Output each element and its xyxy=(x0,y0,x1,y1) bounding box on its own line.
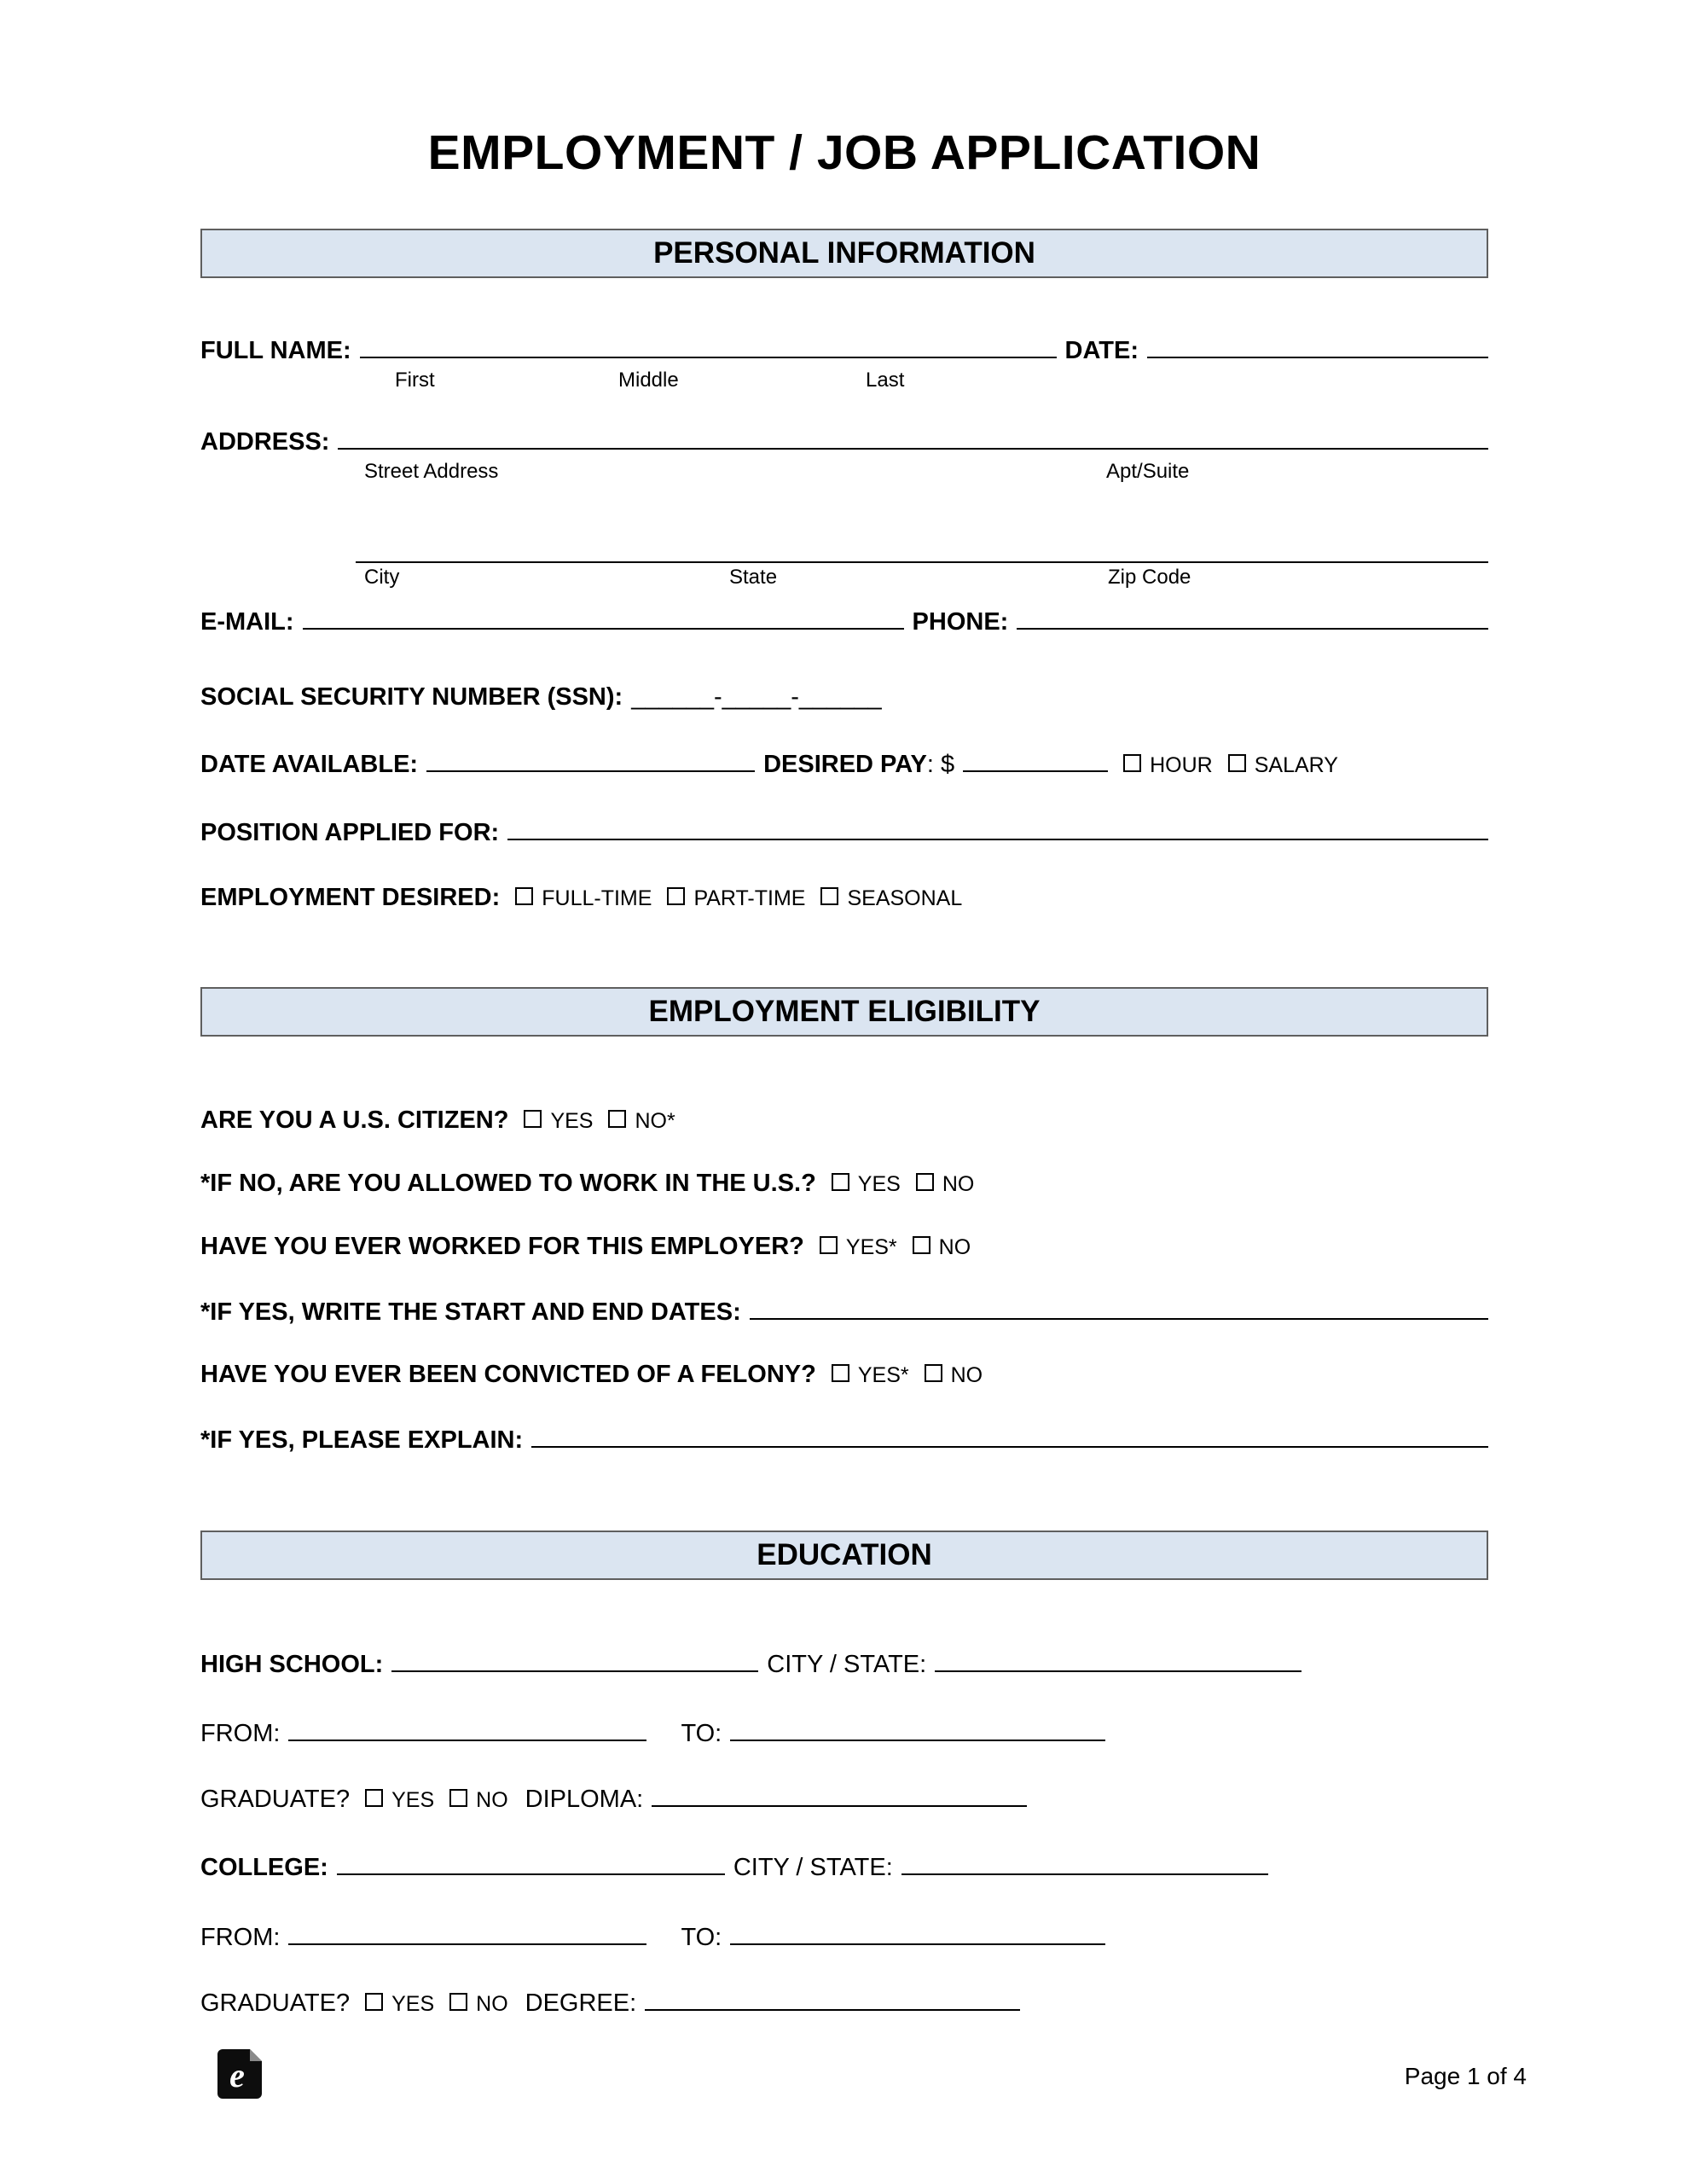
desired-pay-label: DESIRED PAY: $ xyxy=(763,751,955,778)
college-from-to-row xyxy=(200,1920,1488,1953)
full-name-row xyxy=(200,333,1488,366)
position-row xyxy=(200,815,1488,848)
hs-graduate-yes-checkbox[interactable] xyxy=(365,1789,383,1807)
college-graduate-no-label: NO xyxy=(476,1992,508,2016)
hs-graduate-row xyxy=(200,1781,1488,1815)
worked-before-row xyxy=(200,1231,1488,1263)
allowed-no-checkbox[interactable] xyxy=(916,1173,934,1191)
college-graduate-label: GRADUATE? xyxy=(200,1989,351,2017)
college-to-label: TO: xyxy=(681,1924,722,1951)
college-city-state-line[interactable] xyxy=(901,1850,1268,1875)
degree-label: DEGREE: xyxy=(525,1989,637,2017)
desired-pay-line[interactable] xyxy=(963,746,1108,772)
worked-before-label: HAVE YOU EVER WORKED FOR THIS EMPLOYER? xyxy=(200,1233,804,1260)
hs-graduate-yes-label: YES xyxy=(391,1788,435,1812)
explain-label: *IF YES, PLEASE EXPLAIN: xyxy=(200,1426,524,1454)
college-graduate-yes-label: YES xyxy=(391,1992,435,2016)
worked-before-yes-checkbox[interactable] xyxy=(820,1236,838,1254)
email-phone-row xyxy=(200,604,1488,637)
hs-to-label: TO: xyxy=(681,1720,722,1747)
employment-desired-row xyxy=(200,882,1488,914)
worked-before-no-label: NO xyxy=(938,1235,971,1259)
felony-row xyxy=(200,1359,1488,1391)
allowed-yes-checkbox[interactable] xyxy=(832,1173,849,1191)
hs-from-line[interactable] xyxy=(288,1716,646,1741)
ssn-label: SOCIAL SECURITY NUMBER (SSN): xyxy=(200,683,623,711)
sublabel-city: City xyxy=(364,566,400,589)
eforms-logo-icon xyxy=(217,2049,262,2099)
citizen-yes-checkbox[interactable] xyxy=(524,1110,542,1128)
address-line[interactable] xyxy=(338,424,1488,450)
college-label: COLLEGE: xyxy=(200,1854,328,1881)
position-line[interactable] xyxy=(507,815,1488,840)
high-school-label: HIGH SCHOOL: xyxy=(200,1651,384,1678)
date-available-label: DATE AVAILABLE: xyxy=(200,751,419,778)
college-graduate-row xyxy=(200,1985,1488,2019)
section-header-employment-eligibility xyxy=(200,987,1488,1037)
allowed-no-label: NO xyxy=(942,1172,975,1196)
full-time-checkbox[interactable] xyxy=(515,887,533,905)
full-name-sublabels xyxy=(395,368,1488,393)
college-line[interactable] xyxy=(337,1850,725,1875)
hs-city-state-line[interactable] xyxy=(935,1647,1301,1672)
college-from-line[interactable] xyxy=(288,1920,646,1945)
college-graduate-yes-checkbox[interactable] xyxy=(365,1993,383,2011)
degree-line[interactable] xyxy=(645,1985,1020,2011)
high-school-line[interactable] xyxy=(391,1647,758,1672)
date-available-line[interactable] xyxy=(426,746,755,772)
allowed-to-work-label: *IF NO, ARE YOU ALLOWED TO WORK IN THE U.S.? xyxy=(200,1170,816,1197)
part-time-checkbox[interactable] xyxy=(667,887,685,905)
college-row xyxy=(200,1850,1488,1883)
hs-from-to-row xyxy=(200,1716,1488,1749)
position-label: POSITION APPLIED FOR: xyxy=(200,819,500,846)
email-label: E-MAIL: xyxy=(200,608,294,636)
college-graduate-no-checkbox[interactable] xyxy=(449,1993,467,2011)
date-available-pay-row xyxy=(200,746,1488,781)
citizen-yes-label: YES xyxy=(550,1109,594,1133)
section-header-eligibility-label: EMPLOYMENT ELIGIBILITY xyxy=(648,995,1041,1028)
sublabel-middle: Middle xyxy=(618,369,679,392)
address-sublabels xyxy=(364,459,1488,485)
page-footer xyxy=(217,2049,1527,2103)
address2-line[interactable] xyxy=(356,532,1488,563)
worked-before-no-checkbox[interactable] xyxy=(913,1236,930,1254)
citizen-no-label: NO* xyxy=(635,1109,675,1133)
citizen-no-checkbox[interactable] xyxy=(608,1110,626,1128)
worked-before-yes-label: YES* xyxy=(845,1235,897,1259)
svg-text:e: e xyxy=(229,2056,245,2094)
citizen-question-label: ARE YOU A U.S. CITIZEN? xyxy=(200,1107,509,1134)
start-end-dates-label: *IF YES, WRITE THE START AND END DATES: xyxy=(200,1298,741,1326)
felony-label: HAVE YOU EVER BEEN CONVICTED OF A FELONY? xyxy=(200,1361,816,1388)
hs-city-state-label: CITY / STATE: xyxy=(767,1651,927,1678)
address2-row xyxy=(200,532,1488,563)
diploma-line[interactable] xyxy=(652,1781,1027,1807)
date-line[interactable] xyxy=(1147,333,1488,358)
felony-yes-checkbox[interactable] xyxy=(832,1364,849,1382)
felony-yes-label: YES* xyxy=(857,1363,909,1387)
address-row xyxy=(200,424,1488,457)
start-end-dates-row xyxy=(200,1294,1488,1327)
sublabel-last: Last xyxy=(866,369,905,392)
citizen-question-row xyxy=(200,1105,1488,1136)
phone-line[interactable] xyxy=(1017,604,1488,630)
college-city-state-label: CITY / STATE: xyxy=(733,1854,893,1881)
felony-no-label: NO xyxy=(950,1363,983,1387)
sublabel-apt-suite: Apt/Suite xyxy=(1106,460,1190,483)
high-school-row xyxy=(200,1647,1488,1680)
sublabel-zip-code: Zip Code xyxy=(1108,566,1191,589)
hs-from-label: FROM: xyxy=(200,1720,281,1747)
page-number: Page 1 of 4 xyxy=(1404,2062,1527,2089)
pay-salary-label: SALARY xyxy=(1254,753,1338,777)
email-line[interactable] xyxy=(303,604,904,630)
allowed-to-work-row xyxy=(200,1168,1488,1199)
full-time-label: FULL-TIME xyxy=(542,886,652,910)
hs-graduate-label: GRADUATE? xyxy=(200,1786,351,1813)
section-header-education xyxy=(200,1531,1488,1580)
pay-hour-checkbox[interactable] xyxy=(1123,754,1141,772)
diploma-label: DIPLOMA: xyxy=(525,1786,644,1813)
seasonal-label: SEASONAL xyxy=(847,886,963,910)
section-header-education-label: EDUCATION xyxy=(757,1538,932,1571)
explain-row xyxy=(200,1422,1488,1455)
full-name-line[interactable] xyxy=(360,333,1057,358)
sublabel-first: First xyxy=(395,369,435,392)
sublabel-street-address: Street Address xyxy=(364,460,499,483)
explain-line[interactable] xyxy=(531,1422,1488,1448)
hs-to-line[interactable] xyxy=(730,1716,1105,1741)
college-from-label: FROM: xyxy=(200,1924,281,1951)
phone-label: PHONE: xyxy=(912,608,1009,636)
employment-desired-label: EMPLOYMENT DESIRED: xyxy=(200,884,501,911)
date-label: DATE: xyxy=(1064,337,1139,364)
seasonal-checkbox[interactable] xyxy=(820,887,838,905)
pay-hour-label: HOUR xyxy=(1150,753,1213,777)
full-name-label: FULL NAME: xyxy=(200,337,351,364)
college-to-line[interactable] xyxy=(730,1920,1105,1945)
ssn-blank-field[interactable]: ______-_____-______ xyxy=(631,683,882,711)
hs-graduate-no-label: NO xyxy=(476,1788,508,1812)
felony-no-checkbox[interactable] xyxy=(925,1364,942,1382)
form-title: EMPLOYMENT / JOB APPLICATION xyxy=(427,125,1261,180)
eforms-logo xyxy=(217,2049,262,2103)
pay-salary-checkbox[interactable] xyxy=(1228,754,1246,772)
start-end-dates-line[interactable] xyxy=(750,1294,1488,1320)
section-header-personal-information xyxy=(200,229,1488,278)
part-time-label: PART-TIME xyxy=(693,886,806,910)
hs-graduate-no-checkbox[interactable] xyxy=(449,1789,467,1807)
allowed-yes-label: YES xyxy=(857,1172,901,1196)
address-label: ADDRESS: xyxy=(200,428,330,456)
ssn-row xyxy=(200,682,1488,712)
address2-sublabels xyxy=(364,565,1488,590)
section-header-personal-label: PERSONAL INFORMATION xyxy=(653,236,1035,270)
sublabel-state: State xyxy=(729,566,778,589)
